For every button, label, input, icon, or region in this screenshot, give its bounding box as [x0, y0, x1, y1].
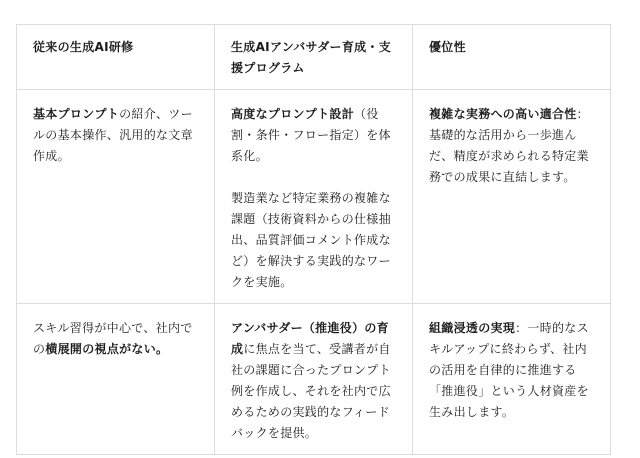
cell-body: ：一時的なスキルアップに終わらず、社内の活用を自律的に推進する「推進役」という人材資産を生み出します。 — [429, 321, 589, 419]
table-row — [17, 90, 611, 304]
cell-body: （役割・条件・フロー指定）を体系化。 — [231, 107, 391, 163]
cell-program — [215, 304, 413, 455]
cell-text — [231, 104, 398, 167]
cell-traditional — [17, 90, 215, 304]
header-advantage: 優位性 — [413, 25, 611, 90]
table-header-row — [17, 25, 611, 90]
cell-body: に焦点を当て、受講者が自社の課題に合ったプロンプト例を作成し、それを社内で広めるための実践的なフィードバックを提供。 — [231, 342, 391, 440]
cell-text — [33, 318, 200, 360]
cell-emphasis: 複雑な実務への高い適合性 — [429, 107, 577, 121]
cell-body: の紹介、ツールの基本操作、汎用的な文章作成。 — [33, 107, 193, 163]
cell-text — [33, 104, 200, 167]
header-program: 生成AIアンバサダー育成・支援プログラム — [215, 25, 413, 90]
cell-emphasis: 横展開の視点がない。 — [45, 342, 169, 356]
cell-emphasis: アンバサダー（推進役）の育成 — [231, 321, 389, 356]
cell-traditional — [17, 304, 215, 455]
cell-emphasis: 組織浸透の実現 — [429, 321, 516, 335]
cell-program — [215, 90, 413, 304]
cell-body: ：基礎的な活用から一歩進んだ、精度が求められる特定業務での成果に直結します。 — [429, 107, 589, 184]
cell-text — [429, 318, 596, 423]
cell-advantage — [413, 90, 611, 304]
cell-emphasis: 高度なプロンプト設計 — [231, 107, 355, 121]
cell-text-secondary: 製造業など特定業務の複雑な課題（技術資料からの仕様抽出、品質評価コメント作成など）を解決する実践的なワークを実施。 — [231, 191, 391, 289]
cell-emphasis: 基本プロンプト — [33, 107, 120, 121]
table-row — [17, 304, 611, 455]
comparison-table — [16, 24, 611, 455]
cell-text — [231, 318, 398, 444]
header-traditional: 従来の生成AI研修 — [17, 25, 215, 90]
cell-body: スキル習得が中心で、社内での — [33, 321, 193, 356]
cell-advantage — [413, 304, 611, 455]
cell-text — [429, 104, 596, 188]
